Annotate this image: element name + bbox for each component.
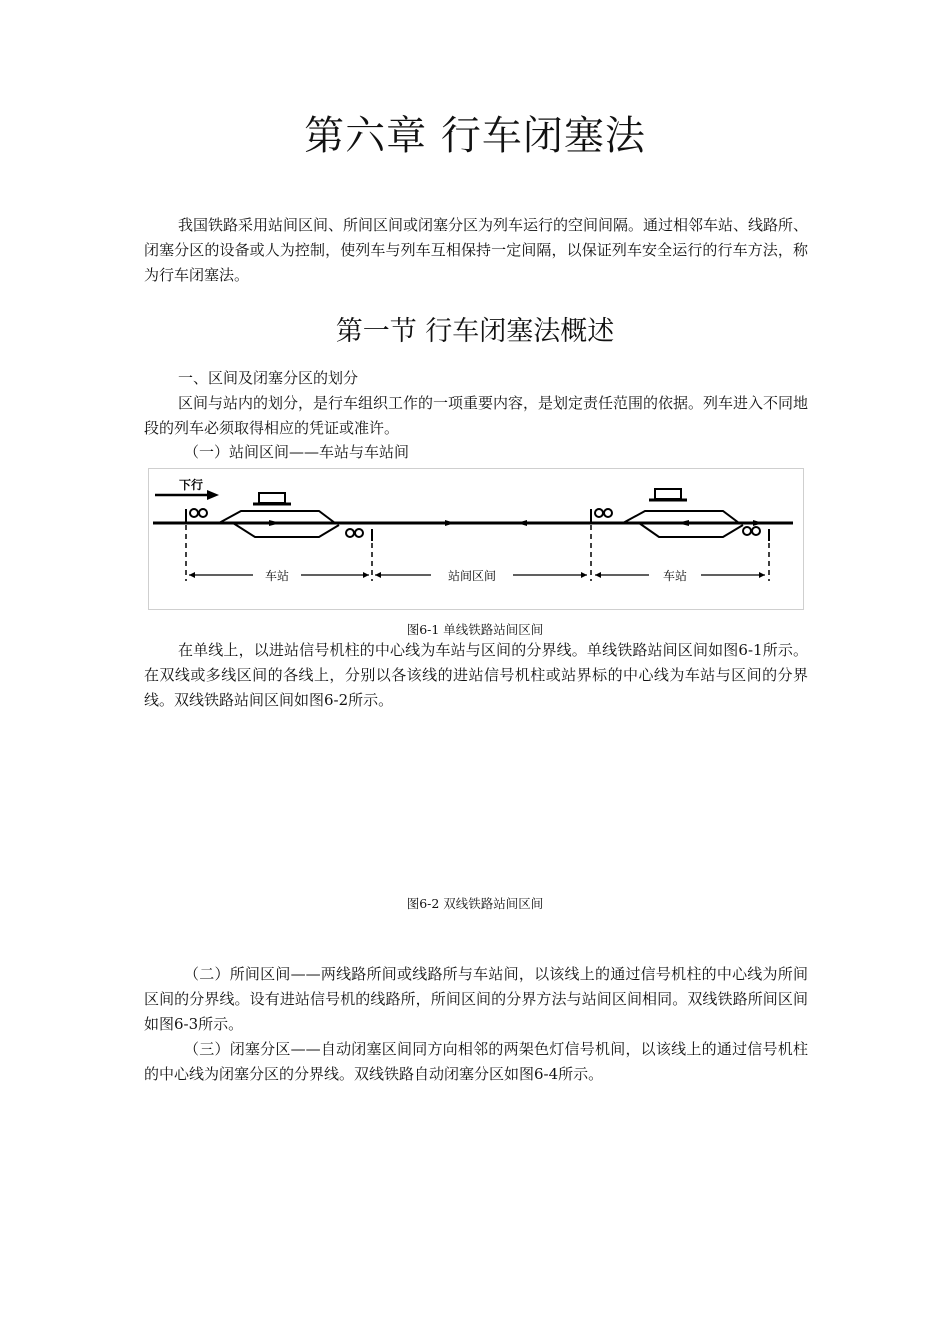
dim-arrow: [375, 572, 381, 578]
item-post-interval: （二）所间区间——两线路所间或线路所与车站间，以该线上的通过信号机柱的中心线为所间区间的分界线。设有进站信号机的线路所，所间区间的分界方法与站间区间相同。双线铁路所间区间如图6-3所示。: [144, 965, 808, 1033]
track-arrow: [677, 520, 689, 526]
railway-diagram: [149, 469, 803, 609]
figure-1-caption: 图6-1 单线铁路站间区间: [406, 622, 544, 637]
paragraph-boundary: 在单线上，以进站信号机柱的中心线为车站与区间的分界线。单线铁路站间区间如图6-1所示。在双线或多线区间的各线上，分别以各该线的进站信号机柱或站界标的中心线为车站与区间的分界线。双线铁路站间区间如图6-2所示。: [144, 641, 808, 709]
left-station-building: [259, 493, 285, 503]
right-exit-lamp-2: [752, 527, 760, 535]
intro-paragraph: 我国铁路采用站间区间、所间区间或闭塞分区为列车运行的空间间隔。通过相邻车站、线路所、闭塞分区的设备或人为控制，使列车与列车互相保持一定间隔，以保证列车安全运行的行车方法，称为行车闭塞法。: [144, 216, 809, 284]
right-station-track-lower: [639, 523, 743, 537]
paragraph-division: 区间与站内的划分，是行车组织工作的一项重要内容，是划定责任范围的依据。列车进入不同地段的列车必须取得相应的凭证或准许。: [144, 394, 809, 437]
figure-2-caption: 图6-2 双线铁路站间区间: [406, 896, 544, 911]
right-signal-lamp-1: [595, 509, 603, 517]
track-arrow: [269, 520, 281, 526]
left-signal-lamp-2: [199, 509, 207, 517]
track-arrow: [753, 520, 763, 526]
left-station-track-upper: [219, 511, 335, 523]
right-signal-lamp-2: [604, 509, 612, 517]
dim-arrow: [363, 572, 369, 578]
track-arrow: [517, 520, 527, 526]
item-station-interval: （一）站间区间——车站与车站间: [184, 443, 410, 461]
left-signal-lamp-1: [190, 509, 198, 517]
right-exit-lamp-1: [743, 527, 751, 535]
track-arrow: [445, 520, 455, 526]
direction-label: 下行: [179, 478, 204, 492]
item-block-section: （三）闭塞分区——自动闭塞区间同方向相邻的两架色灯信号机间，以该线上的通过信号机柱的中心线为闭塞分区的分界线。双线铁路自动闭塞分区如图6-4所示。: [144, 1040, 808, 1083]
dim-arrow: [581, 572, 587, 578]
right-station-building: [655, 489, 681, 499]
label-left-station: 车站: [264, 569, 290, 583]
dim-arrow: [189, 572, 195, 578]
chapter-title: 第六章 行车闭塞法: [304, 113, 646, 159]
label-interval: 站间区间: [447, 569, 497, 583]
dim-arrow: [759, 572, 765, 578]
right-station-track-upper: [623, 511, 739, 523]
dim-arrow: [595, 572, 601, 578]
left-exit-lamp-1: [346, 529, 354, 537]
figure-single-line-interval: [148, 468, 804, 610]
left-exit-lamp-2: [355, 529, 363, 537]
section-title: 第一节 行车闭塞法概述: [335, 316, 615, 347]
left-station-track-lower: [233, 523, 339, 537]
subheading-division: 一、区间及闭塞分区的划分: [178, 369, 359, 387]
direction-arrow-head: [207, 490, 219, 500]
label-right-station: 车站: [662, 569, 688, 583]
